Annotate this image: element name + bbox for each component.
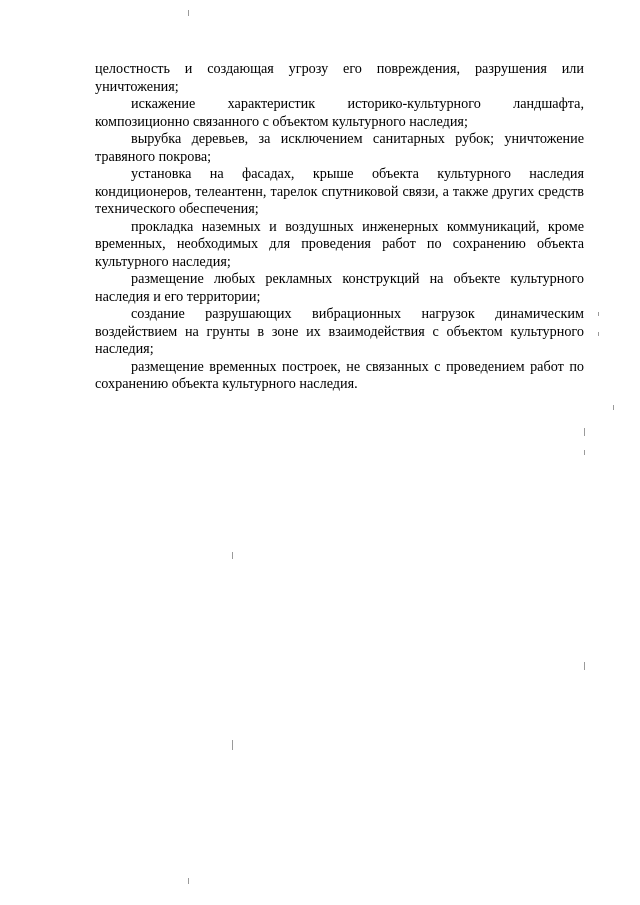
- scan-speck: [598, 312, 599, 316]
- scan-speck: [613, 405, 614, 410]
- document-body: [95, 61, 584, 394]
- scan-speck: [232, 740, 233, 750]
- paragraph-3: вырубка деревьев, за исключением санитарных рубок; уничтожение травяного покрова;: [95, 131, 584, 165]
- paragraph-5: прокладка наземных и воздушных инженерных коммуникаций, кроме временных, необходимых для проведения работ по сохранению объекта культурного наследия;: [95, 218, 584, 270]
- scan-speck: [232, 552, 233, 559]
- scan-speck: [598, 332, 599, 336]
- scan-speck: [584, 428, 585, 436]
- scan-speck: [584, 450, 585, 455]
- scan-speck: [584, 662, 585, 670]
- paragraph-8: размещение временных построек, не связанных с проведением работ по сохранению объекта культурного наследия.: [95, 358, 584, 392]
- paragraph-4: установка на фасадах, крыше объекта культурного наследия кондиционеров, телеантенн, тарелок спутниковой связи, а также других средств технического обеспечения;: [95, 166, 584, 217]
- scan-speck: [188, 878, 189, 884]
- paragraph-2: искажение характеристик историко-культурного ландшафта, композиционно связанного с объектом культурного наследия;: [95, 96, 584, 130]
- paragraph-6: размещение любых рекламных конструкций на объекте культурного наследия и его территории;: [95, 271, 584, 305]
- scan-speck: [188, 10, 189, 16]
- paragraph-1: целостность и создающая угрозу его повреждения, разрушения или уничтожения;: [95, 61, 584, 95]
- paragraph-7: создание разрушающих вибрационных нагрузок динамическим воздействием на грунты в зоне их взаимодействия с объектом культурного наследия;: [95, 306, 584, 357]
